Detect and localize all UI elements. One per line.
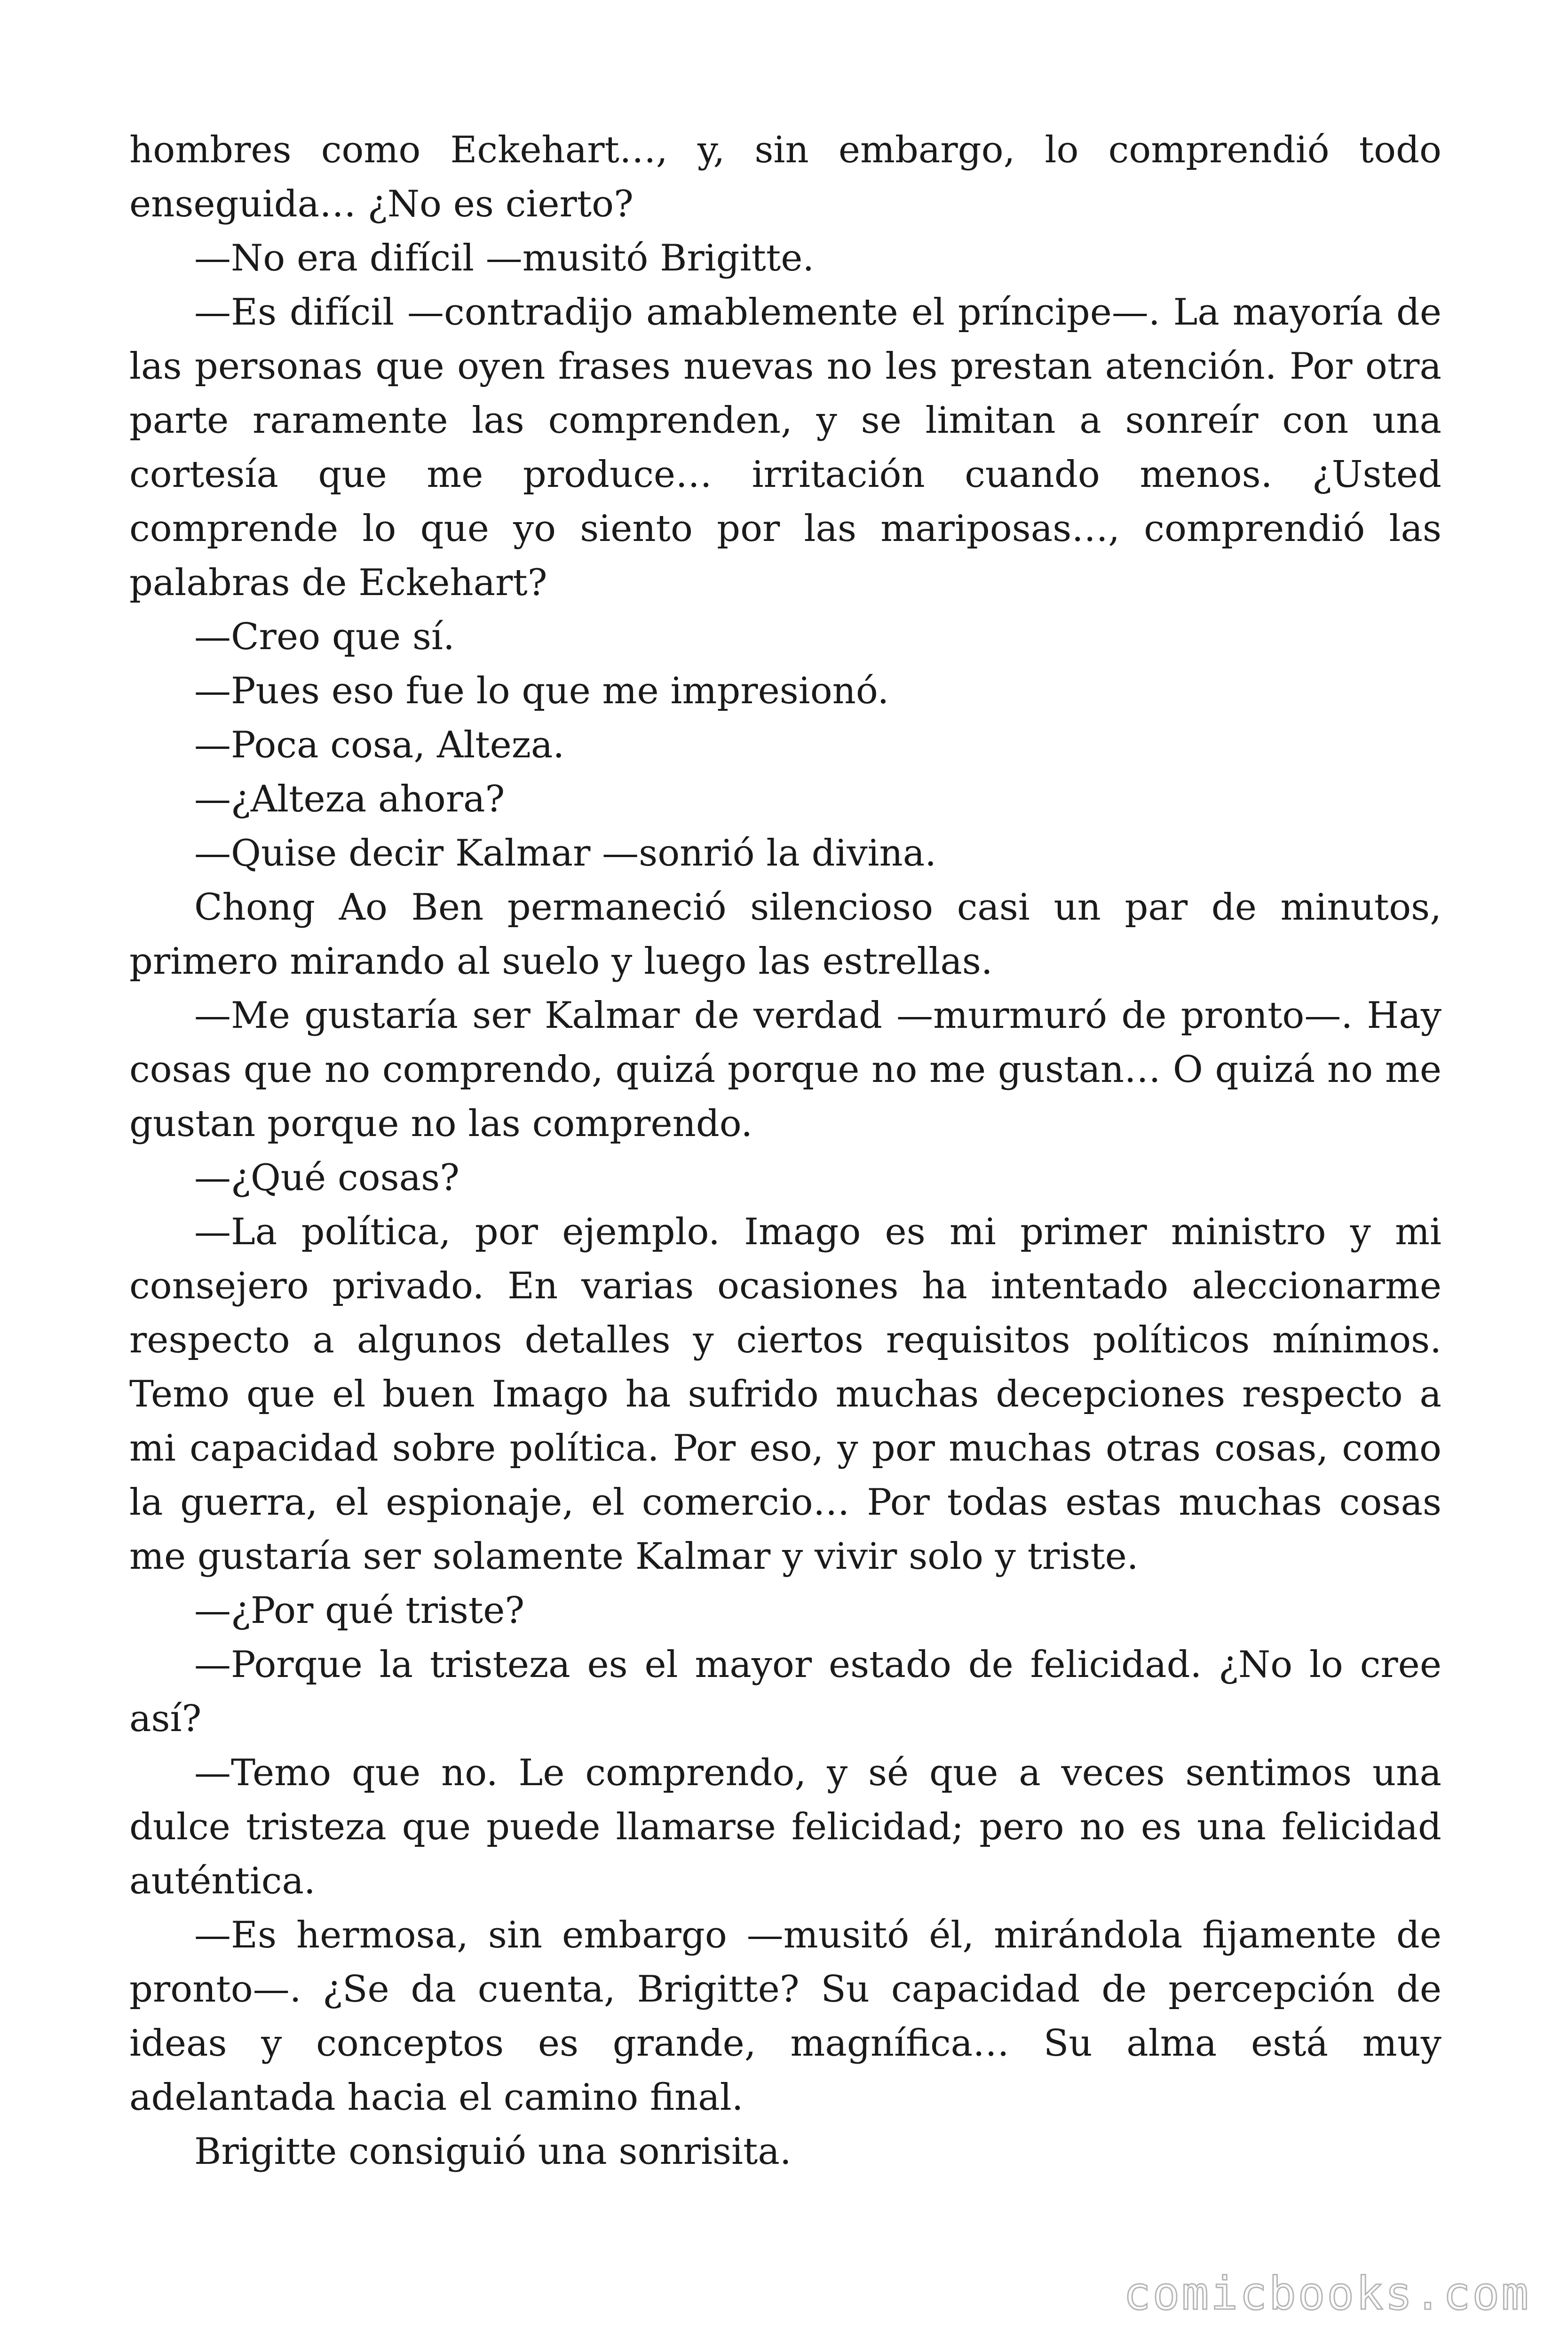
paragraph: —No era difícil —musitó Brigitte. <box>194 237 815 279</box>
paragraph: —Quise decir Kalmar —sonrió la divina. <box>194 832 937 874</box>
paragraph: Chong Ao Ben permaneció silencioso casi un par de minutos, primero mirando al suelo y luego las estrellas. <box>129 886 1441 983</box>
paragraph: —Es hermosa, sin embargo —musitó él, mirándola fijamente de pronto—. ¿Se da cuenta, Brigitte? Su capacidad de percepción de ideas y conceptos es grande, magnífica… Su alma está muy adelantada hacia el camino final. <box>129 1914 1441 2119</box>
paragraph: —Es difícil —contradijo amablemente el príncipe—. La mayoría de las personas que oyen frases nuevas no les prestan atención. Por otra parte raramente las comprenden, y se limitan a sonreír con una cortesía que me produce… irritación cuando menos. ¿Usted comprende lo que yo siento por las mariposas…, comprendió las palabras de Eckehart? <box>129 291 1441 604</box>
body-text <box>129 123 1441 2179</box>
paragraph: —¿Qué cosas? <box>194 1157 459 1199</box>
paragraph: —Pues eso fue lo que me impresionó. <box>194 670 889 712</box>
paragraph: —Me gustaría ser Kalmar de verdad —murmuró de pronto—. Hay cosas que no comprendo, quizá porque no me gustan… O quizá no me gustan porque no las comprendo. <box>129 994 1441 1145</box>
paragraph: —¿Alteza ahora? <box>194 778 505 820</box>
paragraph: —Porque la tristeza es el mayor estado de felicidad. ¿No lo cree así? <box>129 1644 1441 1740</box>
watermark: comicbooks.com <box>1123 2267 1530 2320</box>
paragraph: hombres como Eckehart…, y, sin embargo, lo comprendió todo enseguida… ¿No es cierto? <box>129 129 1441 225</box>
paragraph: —¿Por qué triste? <box>194 1589 525 1632</box>
paragraph: —La política, por ejemplo. Imago es mi primer ministro y mi consejero privado. En varias ocasiones ha intentado aleccionarme respecto a algunos detalles y ciertos requisitos políticos mínimos. Temo que el buen Imago ha sufrido muchas decepciones respecto a mi capacidad sobre política. Por eso, y por muchas otras cosas, como la guerra, el espionaje, el comercio… Por todas estas muchas cosas me gustaría ser solamente Kalmar y vivir solo y triste. <box>129 1211 1441 1578</box>
paragraph: —Creo que sí. <box>194 616 455 658</box>
paragraph: Brigitte consiguió una sonrisita. <box>194 2130 792 2173</box>
paragraph: —Poca cosa, Alteza. <box>194 724 565 766</box>
paragraph: —Temo que no. Le comprendo, y sé que a veces sentimos una dulce tristeza que puede llamarse felicidad; pero no es una felicidad auténtica. <box>129 1752 1441 1902</box>
